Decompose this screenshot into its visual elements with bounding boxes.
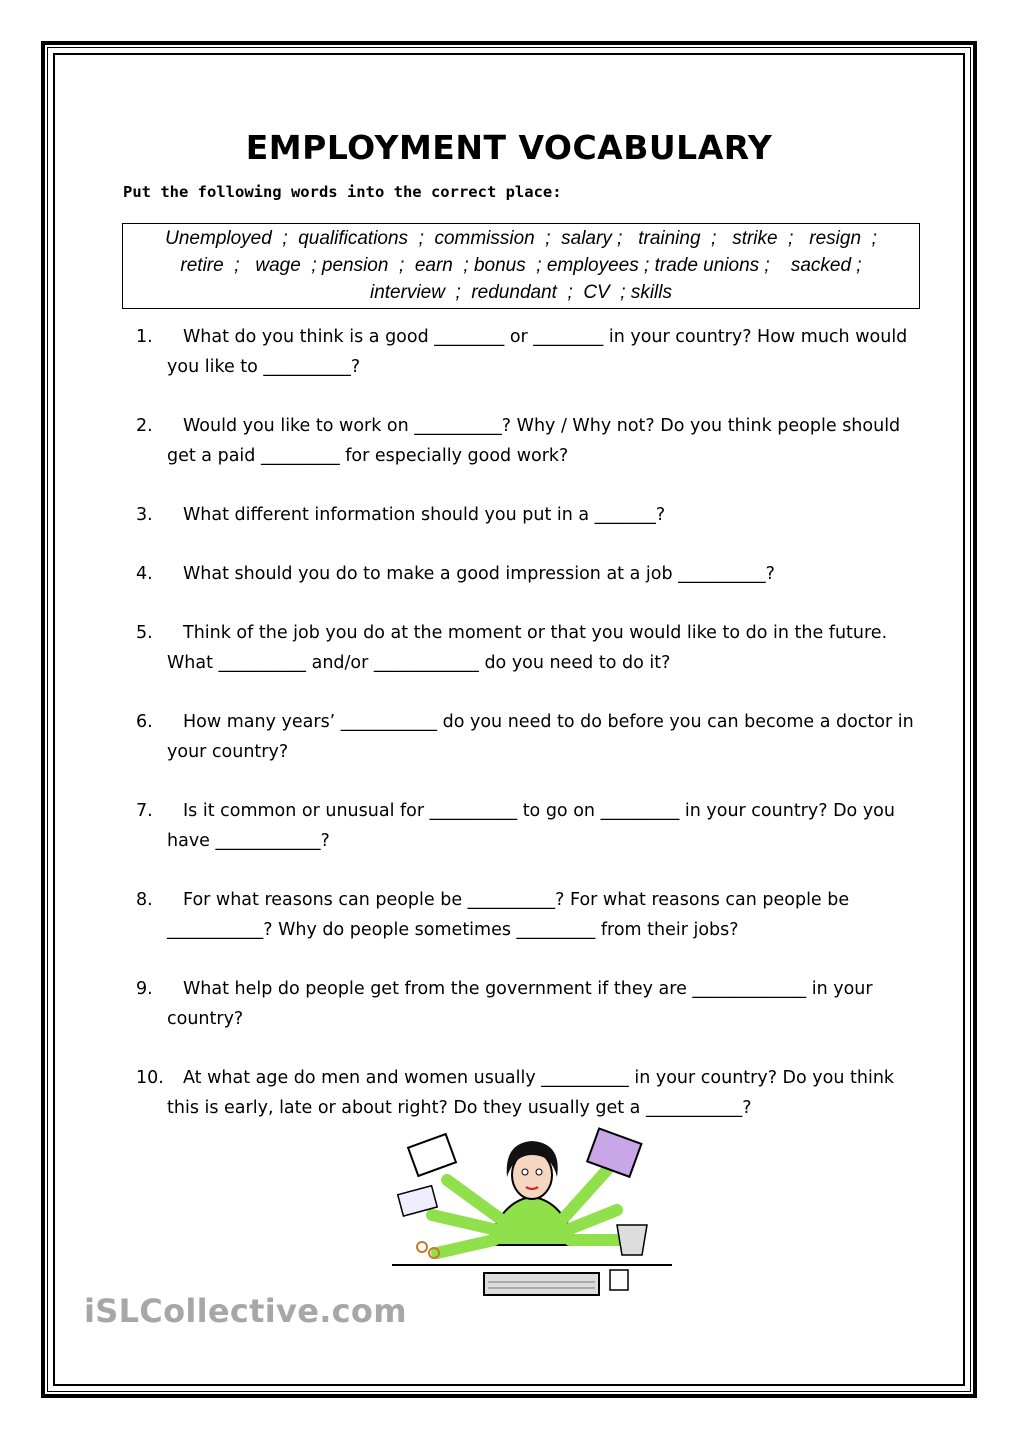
question-text: How many years’ ___________ do you need to do before you can become a doctor in your country?: [167, 712, 920, 762]
question-number: 9.: [136, 979, 153, 999]
question-number: 10.: [136, 1068, 164, 1088]
question-number: 3.: [136, 505, 153, 525]
question-number: 2.: [136, 416, 153, 436]
question-item: [136, 796, 926, 856]
question-item: [136, 974, 926, 1034]
page-title: EMPLOYMENT VOCABULARY: [245, 128, 773, 167]
question-text: Is it common or unusual for __________ to go on _________ in your country? Do you have ____________?: [167, 801, 901, 851]
word-bank-box: [122, 223, 920, 309]
question-text: For what reasons can people be __________? For what reasons can people be ___________? Why do people sometimes _________ from their jobs?: [167, 890, 855, 940]
question-text: Would you like to work on __________? Why / Why not? Do you think people should get a paid _________ for especially good work?: [167, 416, 906, 466]
question-number: 8.: [136, 890, 153, 910]
question-text: What different information should you put in a _______?: [183, 505, 666, 525]
watermark-logo: iSLCollective.com: [84, 1292, 407, 1330]
question-text: What help do people get from the government if they are _____________ in your country?: [167, 979, 879, 1029]
question-number: 6.: [136, 712, 153, 732]
word-bank-line: Unemployed ; qualifications ; commission ; salary ; training ; strike ; resign ;: [165, 228, 877, 249]
question-number: 1.: [136, 327, 153, 347]
word-bank-line: retire ; wage ; pension ; earn ; bonus ; employees ; trade unions ; sacked ;: [180, 255, 862, 276]
question-text: What do you think is a good ________ or ________ in your country? How much would you like to __________?: [167, 327, 913, 377]
instructions: Put the following words into the correct place:: [123, 183, 562, 201]
question-number: 5.: [136, 623, 153, 643]
question-item: [136, 322, 926, 382]
question-item: [136, 618, 926, 678]
question-item: [136, 1063, 926, 1123]
question-item: [136, 411, 926, 471]
question-number: 7.: [136, 801, 153, 821]
busy-office-worker-illustration: [392, 1125, 672, 1305]
question-item: [136, 559, 926, 589]
question-text: At what age do men and women usually __________ in your country? Do you think this is early, late or about right? Do they usually get a ___________?: [167, 1068, 900, 1118]
question-item: [136, 885, 926, 945]
word-bank-line: interview ; redundant ; CV ; skills: [369, 282, 672, 303]
question-item: [136, 707, 926, 767]
question-number: 4.: [136, 564, 153, 584]
question-text: What should you do to make a good impression at a job __________?: [183, 564, 775, 584]
question-text: Think of the job you do at the moment or that you would like to do in the future. What __________ and/or ____________ do you need to do it?: [167, 623, 893, 673]
question-item: [136, 500, 926, 530]
question-list: [136, 322, 926, 1152]
